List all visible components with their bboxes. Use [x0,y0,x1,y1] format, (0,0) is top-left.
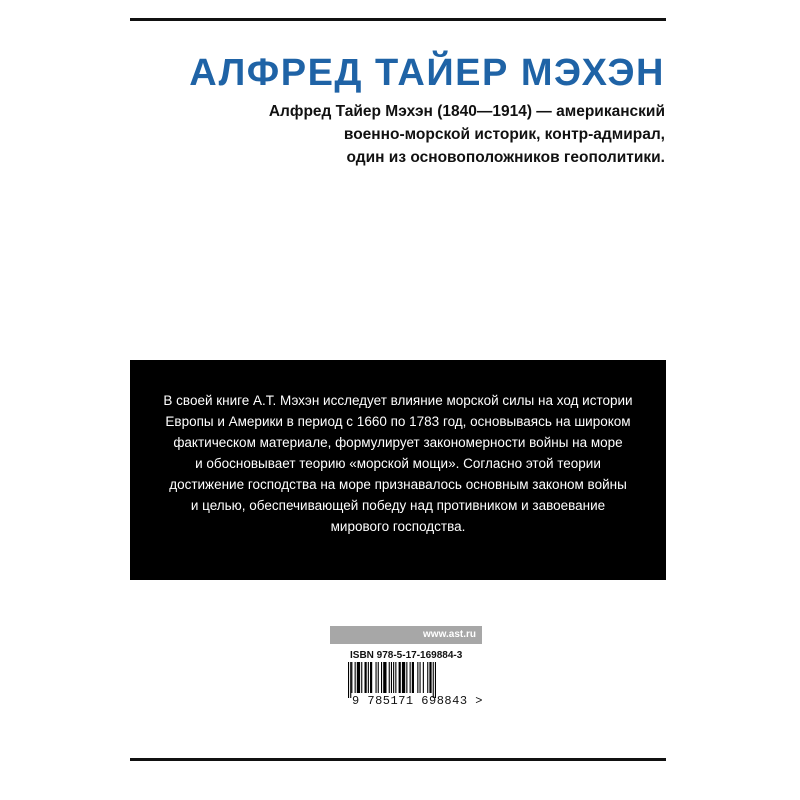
description-line: и обосновывает теорию «морской мощи». Согласно этой теории [195,456,601,471]
author-bio [245,100,665,169]
description-line: Европы и Америки в период с 1660 по 1783 год, основываясь на широком [165,414,631,429]
barcode-bar [361,662,362,693]
top-rule [130,18,666,21]
description-line: фактическом материале, формулирует закономерности войны на море [173,435,623,450]
barcode-bar [423,662,424,693]
barcode-bar [351,662,352,693]
publisher-website: www.ast.ru [330,626,482,644]
barcode-bar [429,662,431,693]
barcode-bar [433,662,434,698]
barcode-bar [357,662,360,693]
barcode-bar [395,662,396,693]
barcode-bar [381,662,382,693]
barcode-bar [391,662,392,693]
description-line: В своей книге А.Т. Мэхэн исследует влияние морской силы на ход истории [163,393,633,408]
barcode-bar [410,662,411,693]
barcode-bar [370,662,372,693]
isbn-label: ISBN 978-5-17-169884-3 [350,650,463,661]
barcode-bar [365,662,367,693]
description-line: мирового господства. [330,519,466,534]
barcode-bar [406,662,407,693]
barcode-bar [350,662,351,698]
barcode-bar [368,662,369,693]
bio-line: Алфред Тайер Мэхэн (1840—1914) — американский [268,103,665,120]
barcode-digits: 9 785171 698843 > [352,694,483,708]
barcode-bar [376,662,377,693]
description-line: достижение господства на море признавалось основным законом войны [169,477,627,492]
author-title: АЛФРЕД ТАЙЕР МЭХЭН [189,52,665,94]
barcode-bar [378,662,379,693]
barcode-bar [399,662,401,693]
barcode-bar [420,662,421,693]
description-text [130,390,666,537]
barcode-bar [435,662,436,698]
bio-line: военно-морской историк, контр-адмирал, [343,126,665,143]
barcode-bar [412,662,414,693]
barcode-bar [402,662,405,693]
barcode-graphic [348,662,470,698]
description-panel [130,360,666,580]
barcode-bar [393,662,394,693]
barcode-bar [355,662,356,693]
description-line: и целью, обеспечивающей победу над противником и завоевание [190,498,606,513]
bio-line: один из основоположников геополитики. [346,149,665,166]
barcode-bar [427,662,428,693]
barcode-bar [383,662,386,693]
barcode-bar [417,662,418,693]
barcode-bar [389,662,390,693]
barcode-bar [348,662,349,698]
bottom-rule [130,758,666,761]
